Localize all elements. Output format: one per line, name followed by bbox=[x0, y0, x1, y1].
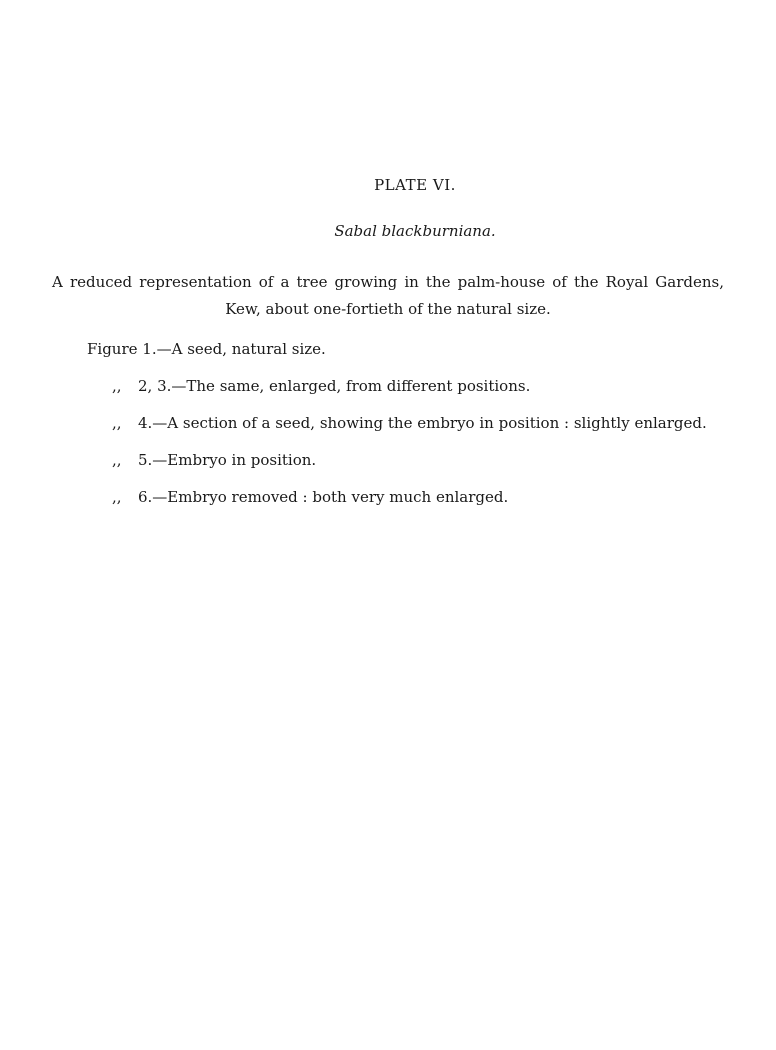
description-line-1: A reduced representation of a tree growing in the palm-house of the Royal Gardens, bbox=[52, 273, 724, 291]
ditto-mark: ,, bbox=[112, 488, 122, 506]
ditto-mark: ,, bbox=[112, 414, 122, 432]
plate-description bbox=[52, 269, 724, 323]
figure-item-text: Figure 1.—A seed, natural size. bbox=[87, 340, 326, 358]
figure-item-text: 5.—Embryo in position. bbox=[138, 451, 317, 469]
plate-title: PLATE VI. bbox=[374, 176, 456, 194]
figure-item-text: 4.—A section of a seed, showing the embryo in position : slightly enlarged. bbox=[138, 414, 707, 432]
description-line-2: Kew, about one-fortieth of the natural size. bbox=[225, 300, 551, 318]
species-name: Sabal blackburniana. bbox=[334, 222, 496, 240]
ditto-mark: ,, bbox=[112, 451, 122, 469]
figure-item-text: 6.—Embryo removed : both very much enlarged. bbox=[138, 488, 509, 506]
ditto-mark: ,, bbox=[112, 377, 122, 395]
figure-item-text: 2, 3.—The same, enlarged, from different positions. bbox=[138, 377, 531, 395]
